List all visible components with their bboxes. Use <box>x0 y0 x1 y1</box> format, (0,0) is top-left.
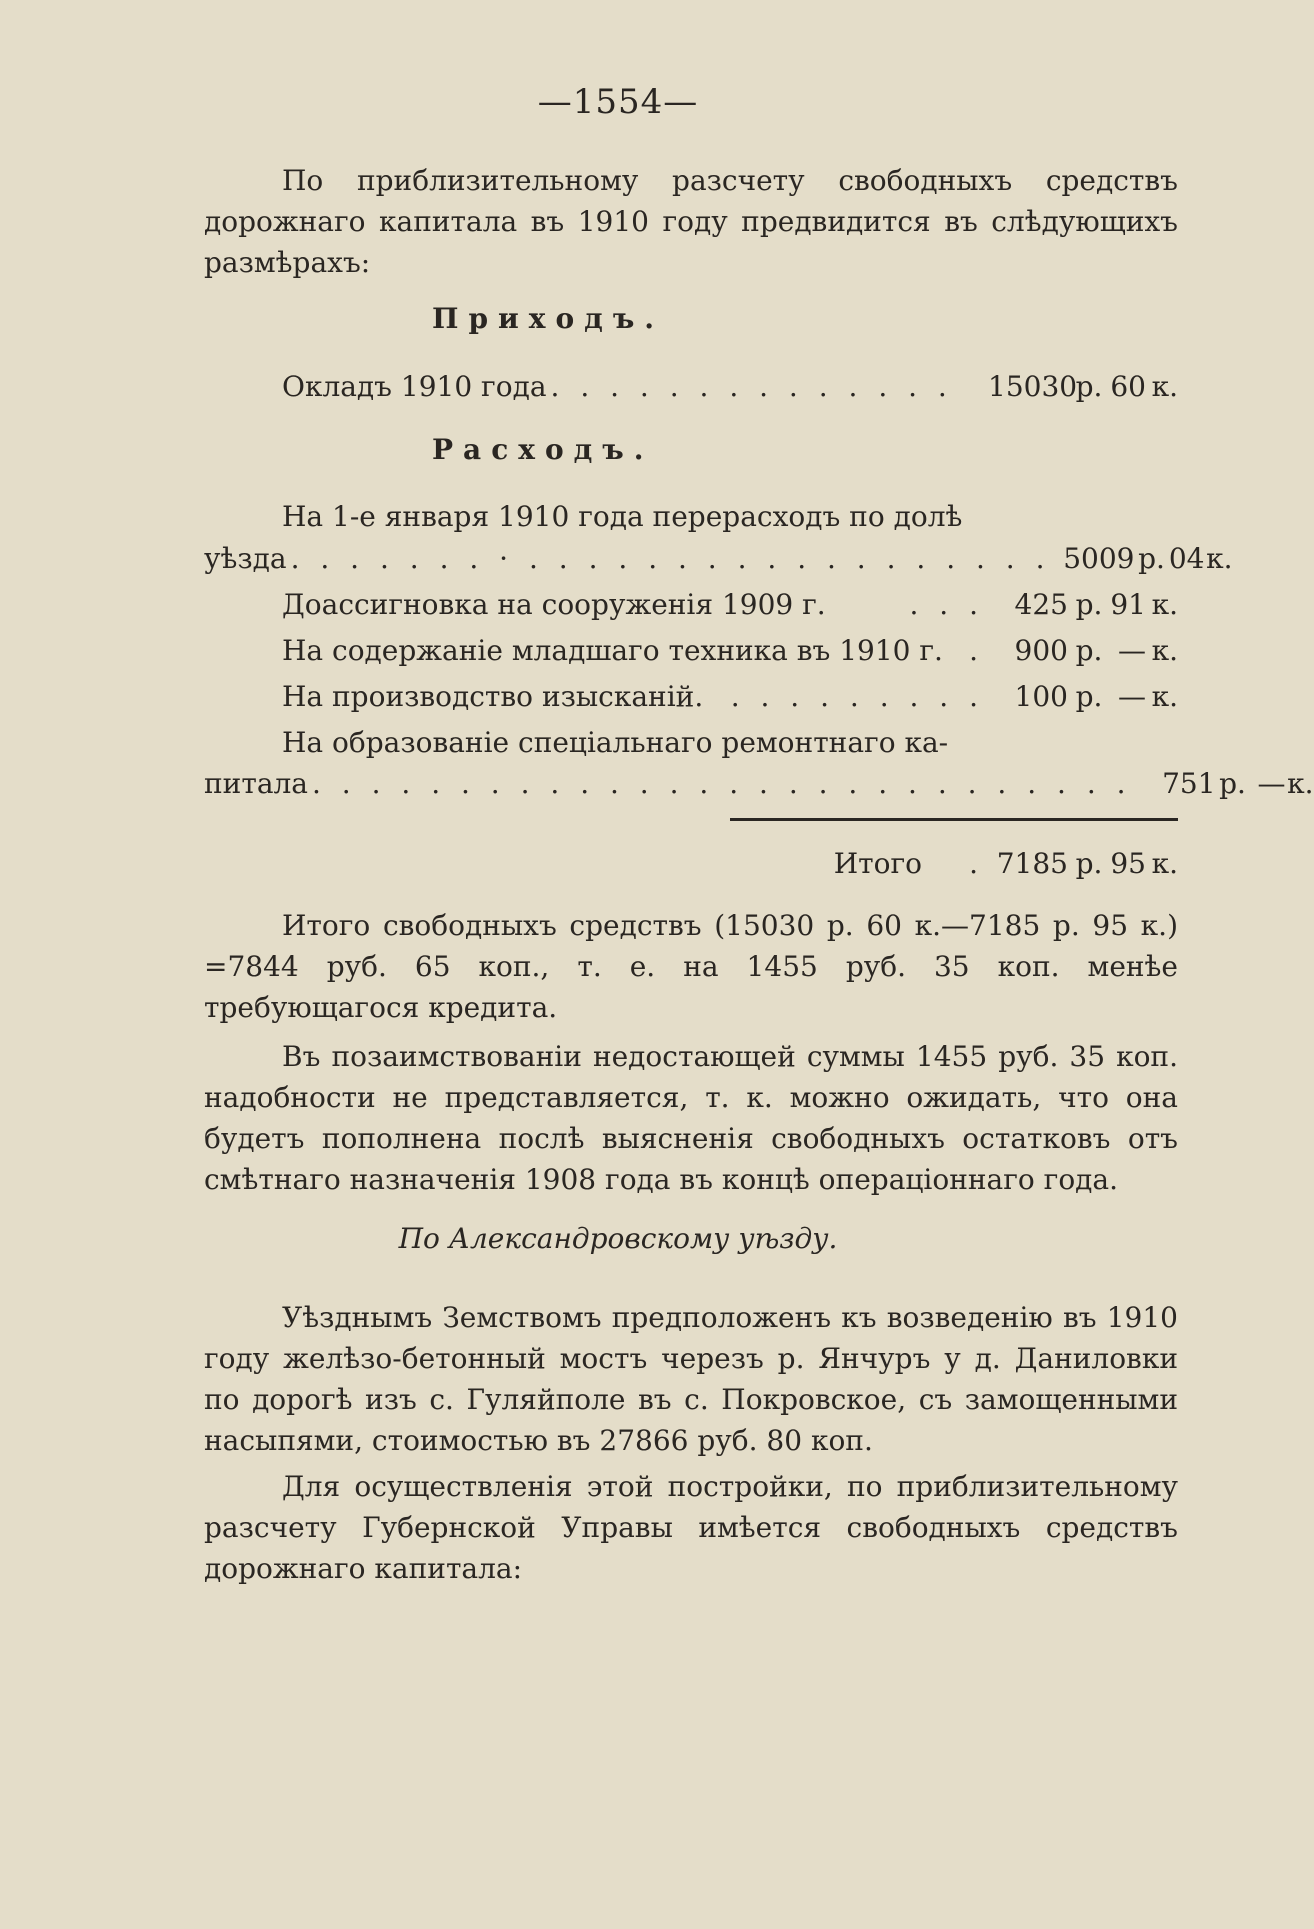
leader-dots: . . . . . . . · . . . . . . . . . . . . . . . . . . <box>290 542 1051 575</box>
expense-heading: Расходъ. <box>432 433 654 466</box>
kopecks-abbrev: к. <box>1151 370 1178 403</box>
leader-dots: . <box>969 847 978 880</box>
amount-rubles: 751 <box>1162 767 1216 800</box>
expense-row-5-line-1 <box>204 722 1178 763</box>
expense-row-amount <box>988 630 1178 671</box>
amount-kopecks: 04 <box>1168 542 1205 575</box>
rubles-abbrev: р. <box>1219 767 1246 800</box>
kopecks-abbrev: к. <box>1206 542 1233 575</box>
amount-rubles: 900 <box>1014 634 1068 667</box>
total-label: Итого <box>833 847 922 880</box>
bridge-paragraph: Уѣзднымъ Земствомъ предположенъ къ возведенію въ 1910 году желѣзо-бетонный мостъ черезъ р. Янчуръ у д. Даниловки по дорогѣ изъ с. Гуляйполе въ с. Покровское, съ замощенными насыпями, стоимостью въ 27866 руб. 80 коп. <box>204 1301 1178 1457</box>
kopecks-abbrev: к. <box>1151 634 1178 667</box>
expense-row-amount <box>1136 763 1314 804</box>
income-row-label: Окладъ 1910 года <box>282 370 547 403</box>
amount-rubles: 7185 <box>996 847 1068 880</box>
expense-row-label: На производство изысканій. <box>282 680 704 713</box>
rubles-abbrev: р. <box>1075 680 1103 713</box>
rubles-abbrev: р. <box>1138 542 1165 575</box>
amount-kopecks: 60 <box>1110 370 1146 403</box>
kopecks-abbrev: к. <box>1151 847 1178 880</box>
amount-rubles: 15030 <box>988 370 1078 403</box>
expense-row-1-line-1 <box>204 496 1178 537</box>
kopecks-abbrev: к. <box>1151 588 1178 621</box>
funding-paragraph: Для осуществленія этой постройки, по приблизительному разсчету Губернской Управы имѣется свободныхъ средствъ дорожнаго капитала: <box>204 1470 1178 1585</box>
rubles-abbrev: р. <box>1075 847 1103 880</box>
income-row-amount <box>988 366 1178 407</box>
expense-total-row <box>204 843 1178 884</box>
expense-row-amount <box>988 584 1178 625</box>
expense-row-amount <box>1055 538 1233 579</box>
bridge-block <box>204 1297 1178 1461</box>
section-title: По Александровскому уѣзду. <box>398 1222 838 1255</box>
amount-rubles: 5009 <box>1063 542 1135 575</box>
summary-paragraph: Итого свободныхъ средствъ (15030 р. 60 к.—7185 р. 95 к.) =7844 руб. 65 коп., т. е. на 1455 руб. 35 коп. менѣе требующагося кредита. <box>204 909 1178 1024</box>
rubles-abbrev: р. <box>1075 634 1103 667</box>
intro-paragraph-block <box>204 160 1178 283</box>
leader-dots: . . . <box>909 588 984 621</box>
leader-dots: . . . . . . . . . <box>730 680 984 713</box>
borrowing-paragraph: Въ позаимствованіи недостающей суммы 1455 руб. 35 коп. надобности не представляется, т. к. можно ожидать, что она будетъ пополнена послѣ выясненія свободныхъ остатковъ отъ смѣтнаго назначенія 1908 года въ концѣ операціоннаго года. <box>204 1040 1178 1196</box>
kopecks-abbrev: к. <box>1151 680 1178 713</box>
leader-dots: . <box>969 634 984 667</box>
expense-row-1-text: На 1-е января 1910 года перерасходъ по долѣ <box>282 500 963 533</box>
expense-row-2 <box>204 584 1178 625</box>
amount-kopecks: 95 <box>1110 847 1146 880</box>
kopecks-abbrev: к. <box>1287 767 1314 800</box>
rubles-abbrev: р. <box>1075 370 1103 403</box>
expense-row-5-text: На образованіе спеціальнаго ремонтнаго ка- <box>282 726 949 759</box>
leader-dots: . . . . . . . . . . . . . . . . . . . . . . . . . . . . <box>312 767 1132 800</box>
amount-rubles: 100 <box>1014 680 1068 713</box>
intro-paragraph: По приблизительному разсчету свободныхъ средствъ дорожнаго капитала въ 1910 году предвидится въ слѣдующихъ размѣрахъ: <box>204 164 1178 279</box>
expense-row-label: уѣзда <box>204 542 287 575</box>
leader-dots: . . . . . . . . . . . . . . <box>550 370 953 403</box>
expense-row-amount <box>988 676 1178 717</box>
expense-row-label: Доассигновка на сооруженія 1909 г. <box>282 588 826 621</box>
total-divider <box>730 818 1178 821</box>
funding-block <box>204 1466 1178 1589</box>
expense-row-label: питала <box>204 767 308 800</box>
expense-row-5 <box>204 763 1314 804</box>
income-heading: Приходъ. <box>432 302 665 335</box>
expense-row-3 <box>204 630 1178 671</box>
expense-row-label: На содержаніе младшаго техника въ 1910 г. <box>282 634 943 667</box>
amount-kopecks: 91 <box>1110 588 1146 621</box>
expense-row-1 <box>204 538 1233 579</box>
page-number: —1554— <box>537 82 699 122</box>
amount-kopecks: — <box>1118 680 1146 713</box>
total-amount <box>988 843 1178 884</box>
borrowing-block <box>204 1036 1178 1200</box>
amount-rubles: 425 <box>1014 588 1068 621</box>
summary-block <box>204 905 1178 1028</box>
rubles-abbrev: р. <box>1075 588 1103 621</box>
expense-row-4 <box>204 676 1178 717</box>
amount-kopecks: — <box>1257 767 1286 800</box>
income-row <box>204 366 1178 407</box>
amount-kopecks: — <box>1118 634 1146 667</box>
